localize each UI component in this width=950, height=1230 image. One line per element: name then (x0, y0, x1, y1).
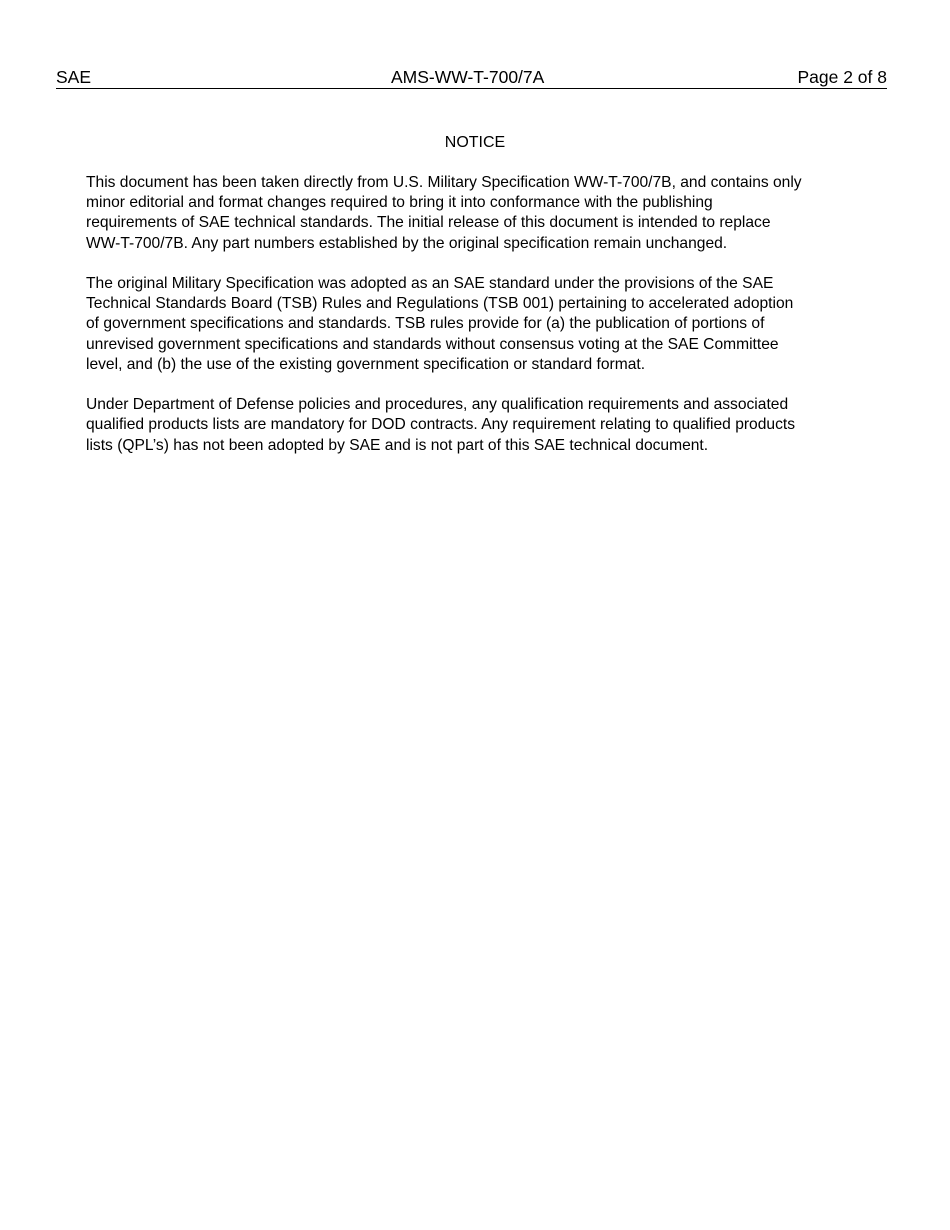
paragraph-line: qualified products lists are mandatory for DOD contracts. Any requirement relating to qualified products (86, 416, 795, 434)
paragraph-line: This document has been taken directly from U.S. Military Specification WW-T-700/7B, and contains only (86, 174, 802, 191)
paragraph-line: Under Department of Defense policies and procedures, any qualification requirements and associated (86, 396, 789, 414)
paragraph-line: lists (QPL’s) has not been adopted by SAE and is not part of this SAE technical document. (86, 436, 709, 454)
notice-paragraph-1 (86, 173, 876, 254)
paragraph-line: The original Military Specification was adopted as an SAE standard under the provisions of the SAE (86, 275, 774, 292)
paragraph-line: requirements of SAE technical standards. The initial release of this document is intended to replace (86, 214, 771, 232)
paragraph-line: minor editorial and format changes required to bring it into conformance with the publishing (86, 194, 713, 212)
notice-body (86, 173, 876, 476)
header-page-number: Page 2 of 8 (797, 67, 887, 87)
notice-title: NOTICE (444, 134, 506, 151)
page-header (56, 66, 887, 89)
paragraph-line: unrevised government specifications and standards without consensus voting at the SAE Committee (86, 335, 779, 353)
header-document-number: AMS-WW-T-700/7A (391, 67, 545, 87)
header-organization: SAE (56, 67, 92, 87)
notice-paragraph-3 (86, 395, 876, 456)
paragraph-line: level, and (b) the use of the existing government specification or standard format. (86, 355, 646, 373)
paragraph-line: of government specifications and standards. TSB rules provide for (a) the publication of portions of (86, 315, 765, 333)
notice-paragraph-2 (86, 274, 876, 375)
paragraph-line: Technical Standards Board (TSB) Rules and Regulations (TSB 001) pertaining to accelerated adoption (86, 295, 794, 313)
paragraph-line: WW-T-700/7B. Any part numbers established by the original specification remain unchanged. (86, 234, 728, 252)
